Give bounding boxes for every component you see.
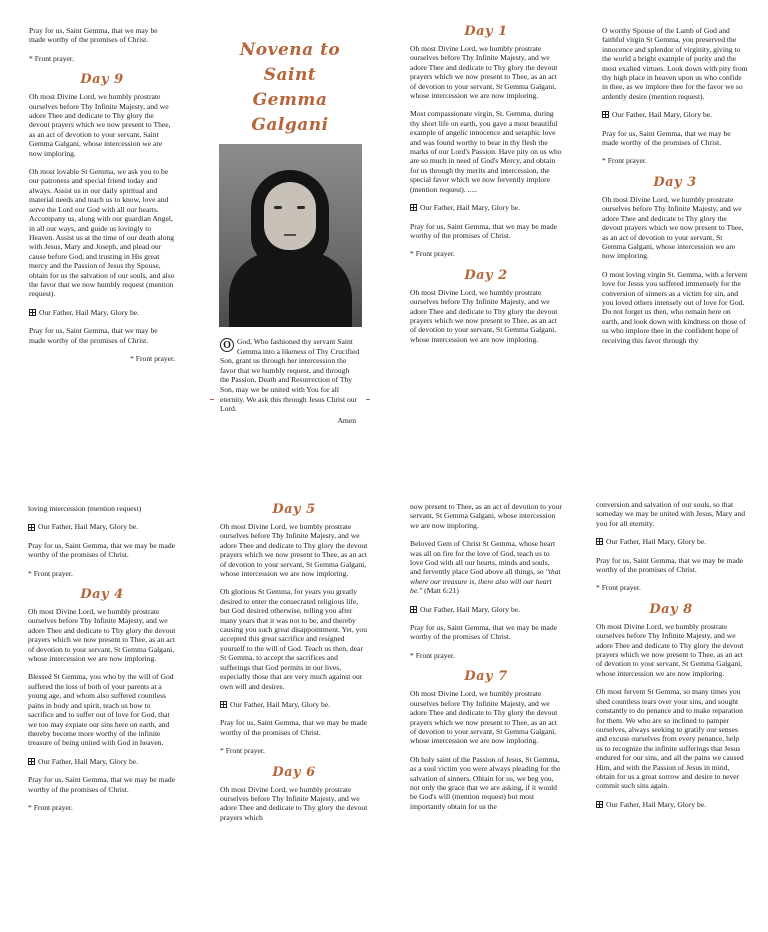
- paragraph: conversion and salvation of our souls, so that someday we may be united with Jesus, Mary and you for all eternity.: [596, 500, 746, 528]
- our-father-line: [28, 522, 176, 531]
- our-father-text: Our Father, Hail Mary, Glory be.: [38, 756, 139, 766]
- scripture-reference: (Matt 6:21): [422, 586, 459, 596]
- paragraph: Oh most Divine Lord, we humbly prostrate ourselves before Thy Infinite Majesty, and we adore Thee and dedicate to Thy glory the devout prayers which we now present to Thee, as an act of devotion to your servant, St Gemma Galgani, whose intercession we are now imploring.: [410, 44, 558, 101]
- our-father-line: [596, 537, 746, 546]
- opening-prayer-text: God, Who fashioned thy servant Saint Gemma into a likeness of Thy Crucified Son, grant us through her intercession the favor that we humbly request, and through the Passion, Death and Resurrection of Thy Son, may we be united with You for all eternity. We ask this through Jesus Christ our Lord.: [220, 337, 360, 414]
- paragraph: [410, 539, 562, 595]
- col1-top: [29, 26, 175, 372]
- our-father-text: Our Father, Hail Mary, Glory be.: [230, 699, 331, 709]
- our-father-line: [29, 308, 175, 317]
- our-father-text: Our Father, Hail Mary, Glory be.: [38, 522, 139, 532]
- pray-for-us-text: Pray for us, Saint Gemma, that we may be made worthy of the promises of Christ.: [28, 540, 175, 560]
- saint-gemma-portrait: [219, 144, 362, 327]
- col2-bottom: [220, 500, 368, 831]
- front-prayer-note: * Front prayer.: [28, 568, 73, 578]
- our-father-line: [28, 757, 176, 766]
- cross-icon: [602, 111, 609, 118]
- paragraph: Oh most Divine Lord, we humbly prostrate ourselves before Thy Infinite Majesty, and we adore Thee and dedicate to Thy glory the devout prayers which we now present to Thee, as an act of devotion to your servant, St Gemma Galgani, whose intercession we are now imploring.: [410, 689, 558, 746]
- pray-for-us-text: Pray for us, Saint Gemma, that we may be made worthy of the promises of Christ.: [410, 623, 557, 642]
- our-father-text: Our Father, Hail Mary, Glory be.: [420, 203, 521, 213]
- front-prayer-note: * Front prayer.: [410, 249, 455, 259]
- paragraph: Oh holy saint of the Passion of Jesus, St Gemma, as a soul victim you were always pleading for the salvation of sinners. Obtain for us, we beg you, not only the grace that we are asking, if it would be God's will (mention request) but most importantly obtain for us the: [410, 754, 561, 811]
- front-prayer-note: * Front prayer.: [130, 353, 175, 363]
- our-father-text: Our Father, Hail Mary, Glory be.: [39, 307, 140, 317]
- dropcap-letter: O: [220, 338, 234, 352]
- pray-for-us-text: Pray for us, Saint Gemma, that we may be made worthy of the promises of Christ.: [220, 718, 367, 737]
- opening-prayer: [214, 337, 366, 425]
- paragraph: Oh most Divine Lord, we humbly prostrate ourselves before Thy Infinite Majesty, and we adore Thee and dedicate to Thy glory the devout prayers which we now present to Thee, as an act of devotion to your servant, St Gemma Galgani, whose intercession we are now imploring.: [28, 607, 176, 664]
- paragraph: Oh most Divine Lord, we humbly prostrate ourselves before Thy Infinite Majesty, and we adore Thee and dedicate to Thy glory the devout prayers which we now present to Thee, as an act of devotion to your servant, St Gemma Galgani, whose intercession we are now imploring.: [220, 522, 368, 579]
- pray-for-us-text: Pray for us, Saint Gemma, that we may be made worthy of the promises of Christ.: [410, 221, 557, 240]
- col4-top: [602, 26, 748, 354]
- our-father-line: [410, 605, 562, 614]
- paragraph: Oh most Divine Lord, we humbly prostrate ourselves before Thy Infinite Majesty, and we adore Thee and dedicate to Thy glory the devout prayers which we now present to Thee, as an act of devotion to your servant, St Gemma Galgani, whose intercession we are now imploring.: [410, 287, 558, 344]
- cross-icon: [28, 524, 35, 531]
- front-prayer-note: * Front prayer.: [602, 156, 647, 166]
- our-father-text: Our Father, Hail Mary, Glory be.: [606, 537, 707, 547]
- cross-icon: [596, 801, 603, 808]
- our-father-line: [596, 800, 746, 809]
- day-8-heading: Day 8: [649, 601, 693, 617]
- pray-for-us-text: Pray for us, Saint Gemma, that we may be made worthy of the promises of Christ.: [28, 775, 175, 794]
- day-6-heading: Day 6: [272, 764, 316, 780]
- day-4-heading: Day 4: [80, 587, 124, 603]
- paragraph: now present to Thee, as an act of devotion to your servant, St Gemma Galgani, whose intercession we are now imploring.: [410, 502, 562, 530]
- our-father-line: [220, 700, 368, 709]
- front-prayer-note: * Front prayer.: [596, 583, 641, 593]
- our-father-text: Our Father, Hail Mary, Glory be.: [612, 110, 713, 120]
- paragraph: Oh most Divine Lord, we humbly prostrate ourselves before Thy Infinite Majesty, and we adore Thee and dedicate to Thy glory the devout prayers which: [220, 784, 368, 822]
- front-prayer-note: * Front prayer.: [29, 53, 74, 63]
- day-7-heading: Day 7: [464, 669, 508, 685]
- paragraph: Oh glorious St Gemma, for years you greatly desired to enter the consecrated religious life, but God desired otherwise, telling you after many years that it was not to be, and thereby causing you such great disappointment. Yet, you accepted this great sacrifice and resigned yourself to the will of God. Teach us then, dear St Gemma, to accept the sacrifices and sufferings that God permits in our lives, especially those that are very much against our own will and desires.: [220, 587, 368, 691]
- col3-bottom: [410, 502, 562, 820]
- pray-for-us-text: Pray for us, Saint Gemma, that we may be made worthy of the promises of Christ.: [602, 128, 731, 148]
- col4-bottom: [596, 500, 746, 818]
- col2-top: [214, 38, 366, 425]
- our-father-line: [410, 203, 562, 212]
- paragraph: Oh most Divine Lord, we humbly prostrate ourselves before Thy Infinite Majesty, and we adore Thee and dedicate to Thy glory the devout prayers which we now present to Thee, as an act of devotion to your servant, St Gemma Galgani, whose intercession we are now imploring.: [602, 194, 744, 261]
- cross-icon: [29, 309, 36, 316]
- scripture-quote: "that where our treasure is, there also will our heart be.": [410, 567, 561, 596]
- col1-bottom: [28, 504, 176, 821]
- our-father-text: Our Father, Hail Mary, Glory be.: [420, 604, 521, 614]
- cross-icon: [410, 606, 417, 613]
- paragraph-text: Beloved Gem of Christ St Gemma, whose heart was all on fire for the love of God, teach us to love God with all our hearts, minds and souls, and fervently place God above all things, so: [410, 539, 556, 577]
- ornament-dash: [210, 399, 214, 400]
- paragraph: Oh most lovable St Gemma, we ask you to be our patroness and special friend today and always. Assist us in our daily spiritual and material needs and teach us to know, love and serve the Lord our God with all our hearts. Accompany us, along with our guardian Angel, in all our ways, and guide us lovingly to Heaven. Assist us at the time of our death along with Jesus, Mary and Joseph, and plead our cause before God, and trusting in His great mercy and the Passion of Jesus thy Spouse, obtain for us the salvation of our souls, and also the favor that we now humbly request (mention request).: [29, 167, 175, 299]
- ornament-dash: [366, 399, 370, 400]
- paragraph: Oh most Divine Lord, we humbly prostrate ourselves before Thy Infinite Majesty, and we adore Thee and dedicate to Thy glory the devout prayers which we now present to Thee, as an act of devotion to your servant, Saint Gemma Galgani, whose intercession we are now imploring.: [29, 92, 171, 158]
- paragraph: loving intercession (mention request): [28, 504, 142, 513]
- paragraph: Most compassionate virgin, St. Gemma, during thy short life on earth, you gave a most beautiful example of angelic innocence and seraphic love and was found worthy to bear in thy flesh the marks of our Lord's Passion. Have pity on us who are so much in need of God's Mercy, and obtain for us through thy merits and intercession, the special favor which we now fervently implore (mention request). .....: [410, 109, 562, 194]
- col3-top: [410, 22, 562, 353]
- paragraph: O worthy Spouse of the Lamb of God and faithful virgin St Gemma, you preserved the innocence and splendor of virginity, giving to the world a bright example of purity and the most exalted virtues. Look down with pity from thy high place in heaven upon us who confide in thee, as we implore thee for the favor we so ardently desire (mention request).: [602, 26, 748, 101]
- day-3-heading: Day 3: [653, 174, 697, 190]
- paragraph: Blessed St Gemma, you who by the will of God suffered the loss of both of your parents at a young age, and whom also suffered countless pains in body and spirit, teach us how to sacrifice and to suffer out of love for God, that we too may expiate our sins here on earth, and thereby become more worthy of the infinite treasure of being united with God in heaven.: [28, 672, 174, 748]
- day-5-heading: Day 5: [272, 502, 316, 517]
- pray-for-us-text: Pray for us, Saint Gemma, that we may be made worthy of the promises of Christ.: [596, 555, 743, 575]
- amen-text: Amen: [337, 415, 356, 425]
- day-9-heading: Day 9: [80, 72, 124, 88]
- front-prayer-note: * Front prayer.: [220, 746, 265, 756]
- our-father-text: Our Father, Hail Mary, Glory be.: [606, 799, 707, 809]
- page-title-line-1: Novena to Saint: [239, 40, 341, 85]
- cross-icon: [596, 538, 603, 545]
- day-2-heading: Day 2: [464, 267, 508, 283]
- paragraph: Oh most Divine Lord, we humbly prostrate ourselves before Thy Infinite Majesty, and we adore Thee and dedicate to Thy glory the devout prayers which we now present to Thee, as an act of devotion to your servant, St Gemma Galgani, whose intercession we are now imploring.: [596, 621, 744, 678]
- cross-icon: [28, 758, 35, 765]
- front-prayer-note: * Front prayer.: [28, 802, 73, 812]
- front-prayer-note: * Front prayer.: [410, 650, 455, 660]
- pray-for-us-text: Pray for us, Saint Gemma, that we may be made worthy of the promises of Christ.: [29, 26, 158, 45]
- paragraph: O most loving virgin St. Gemma, with a fervent love for Jesus you suffered immensely for the conversion of sinners as a victim for sin, and you loved others intensely out of love for God. Do not forget us then, who remain here on earth, and look down with kindness on those of us who implore thee in the confident hope of receiving this favor through thy: [602, 269, 748, 345]
- day-1-heading: Day 1: [464, 24, 508, 39]
- our-father-line: [602, 110, 748, 119]
- pray-for-us-text: Pray for us, Saint Gemma, that we may be made worthy of the promises of Christ.: [29, 326, 158, 345]
- cross-icon: [220, 701, 227, 708]
- cross-icon: [410, 204, 417, 211]
- page-title-line-2: Gemma Galgani: [251, 90, 329, 135]
- paragraph: Oh most fervent St Gemma, so many times you shed countless tears over your sins, and sought constantly to do penance and to make reparation for them. We who are so inclined to pamper ourselves, always seeking to gratify our senses and excuse ourselves from every penance, help us to recognize the infinite sufferings that Jesus endured for our sins, and all the pains we caused Him, and with the Passion of Jesus in mind, obtain for us a great sorrow and desire to never commit such sins again.: [596, 687, 744, 791]
